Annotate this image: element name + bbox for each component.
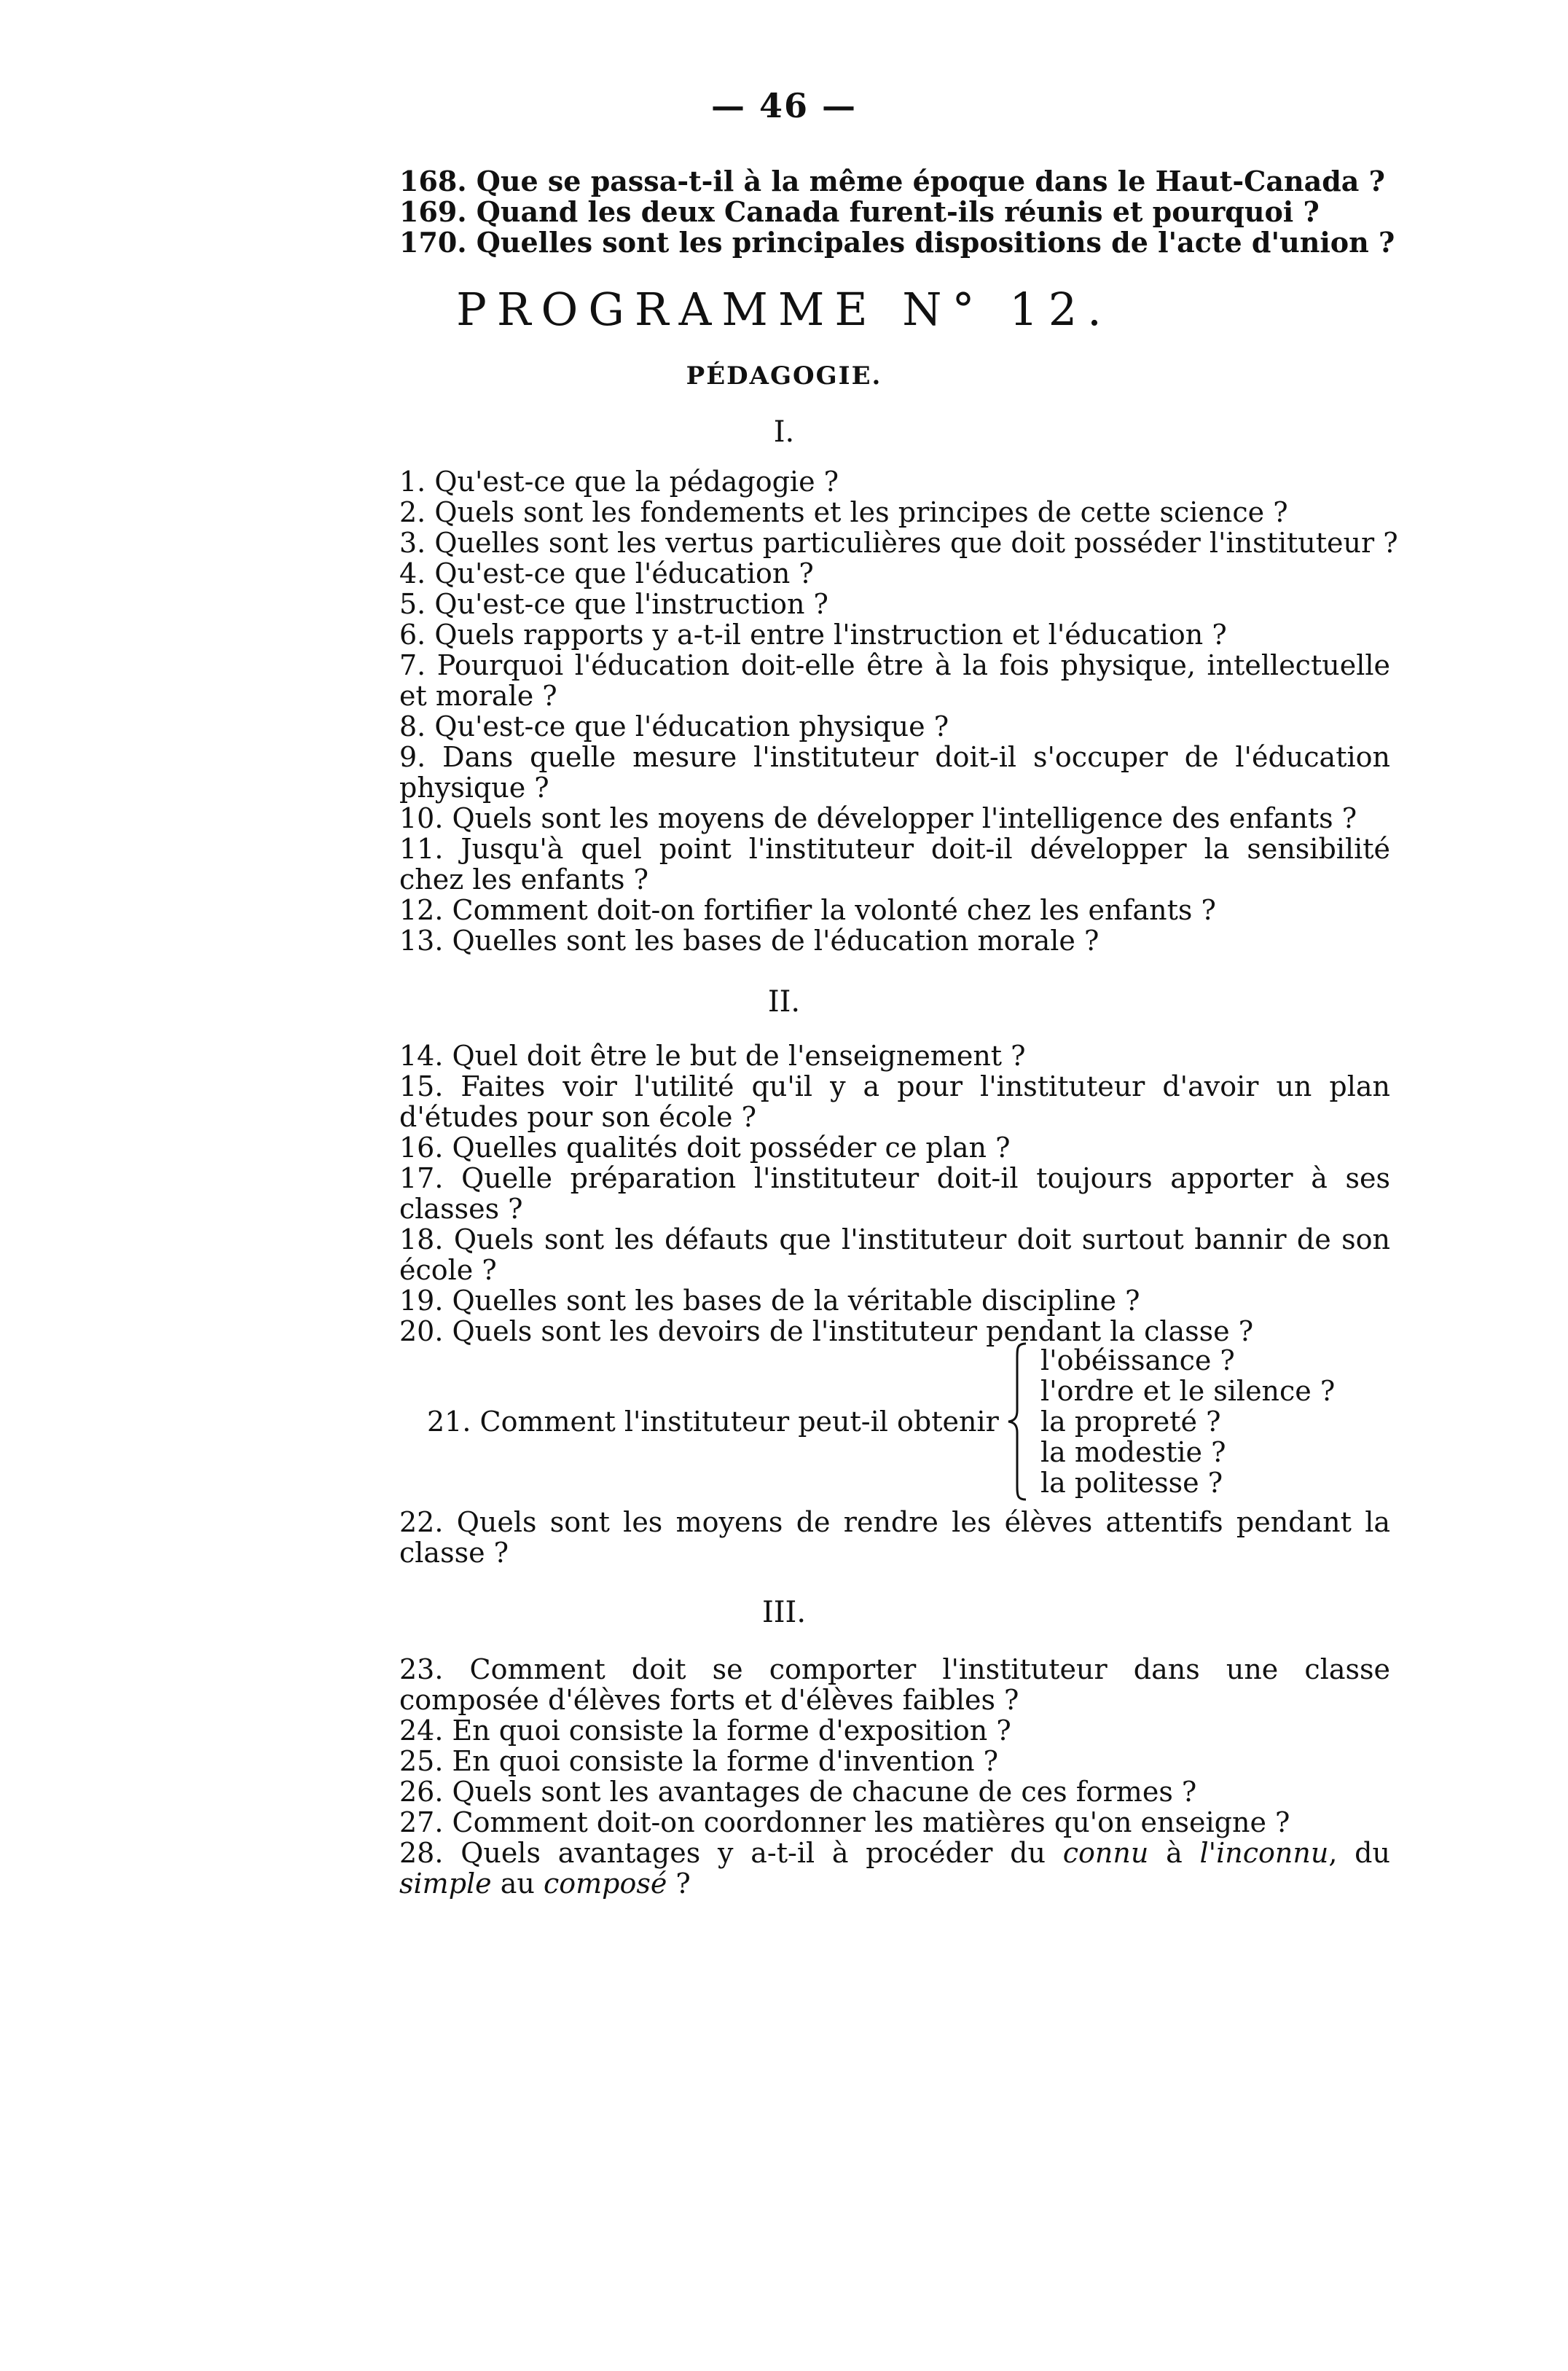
question-28-text-a: 28. Quels avantages y a-t-il à procéder du xyxy=(399,1837,1063,1869)
question-21 xyxy=(399,1345,1390,1498)
question-8: 8. Qu'est-ce que l'éducation physique ? xyxy=(399,710,949,742)
section-title: PÉDAGOGIE. xyxy=(686,361,882,391)
curly-brace-icon xyxy=(1004,1341,1030,1502)
question-11: 11. Jusqu'à quel point l'instituteur doit-il développer la sensibilité chez les enfants ? xyxy=(399,833,1390,896)
question-22: 22. Quels sont les moyens de rendre les élèves attentifs pendant la classe ? xyxy=(399,1506,1390,1569)
question-28-em-simple: simple xyxy=(399,1868,492,1900)
question-9: 9. Dans quelle mesure l'instituteur doit-il s'occuper de l'éducation physique ? xyxy=(399,741,1390,804)
question-7: 7. Pourquoi l'éducation doit-elle être à la fois physique, intellectuelle et morale ? xyxy=(399,649,1390,712)
question-25: 25. En quoi consiste la forme d'invention ? xyxy=(399,1745,998,1777)
question-28-text-b: à xyxy=(1148,1837,1200,1869)
question-19: 19. Quelles sont les bases de la véritable discipline ? xyxy=(399,1285,1140,1317)
question-27: 27. Comment doit-on coordonner les matières qu'on enseigne ? xyxy=(399,1806,1290,1838)
part-1-questions xyxy=(399,466,1398,957)
question-12: 12. Comment doit-on fortifier la volonté chez les enfants ? xyxy=(399,894,1216,926)
option-modestie: la modestie ? xyxy=(1040,1436,1226,1468)
question-170: 170. Quelles sont les principales dispositions de l'acte d'union ? xyxy=(399,226,1395,259)
question-28-text-e: ? xyxy=(667,1868,691,1900)
question-28-em-connu: connu xyxy=(1062,1837,1149,1869)
part-2-questions xyxy=(399,1041,1390,1347)
question-28-text-c: , du xyxy=(1328,1837,1390,1869)
question-16: 16. Quelles qualités doit posséder ce plan ? xyxy=(399,1132,1011,1164)
question-28-em-compose: composé xyxy=(543,1868,667,1900)
question-17: 17. Quelle préparation l'instituteur doit-il toujours apporter à ses classes ? xyxy=(399,1162,1390,1225)
question-3: 3. Quelles sont les vertus particulières que doit posséder l'instituteur ? xyxy=(399,527,1398,559)
question-5: 5. Qu'est-ce que l'instruction ? xyxy=(399,588,828,620)
option-obeissance: l'obéissance ? xyxy=(1040,1344,1235,1376)
question-2: 2. Quels sont les fondements et les principes de cette science ? xyxy=(399,496,1288,528)
question-168: 168. Que se passa-t-il à la même époque dans le Haut-Canada ? xyxy=(399,165,1385,197)
option-politesse: la politesse ? xyxy=(1040,1467,1223,1499)
part-numeral-2: II. xyxy=(767,985,801,1019)
question-26: 26. Quels sont les avantages de chacune de ces formes ? xyxy=(399,1776,1197,1808)
question-13: 13. Quelles sont les bases de l'éducation morale ? xyxy=(399,925,1099,957)
question-14: 14. Quel doit être le but de l'enseignement ? xyxy=(399,1040,1026,1072)
programme-title: PROGRAMME N° 12. xyxy=(456,283,1112,336)
question-28-em-inconnu: l'inconnu xyxy=(1199,1837,1329,1869)
question-22-block xyxy=(399,1507,1390,1568)
question-4: 4. Qu'est-ce que l'éducation ? xyxy=(399,557,814,589)
question-1: 1. Qu'est-ce que la pédagogie ? xyxy=(399,466,839,498)
part-numeral-3: III. xyxy=(761,1596,807,1629)
question-28-text-d: au xyxy=(491,1868,544,1900)
part-3-questions xyxy=(399,1654,1390,1899)
page-number: — 46 — xyxy=(710,86,858,125)
question-28 xyxy=(399,1838,1390,1899)
question-10: 10. Quels sont les moyens de développer l'intelligence des enfants ? xyxy=(399,802,1357,834)
option-ordre-silence: l'ordre et le silence ? xyxy=(1040,1375,1336,1407)
part-numeral-1: I. xyxy=(773,415,795,449)
question-18: 18. Quels sont les défauts que l'instituteur doit surtout bannir de son école ? xyxy=(399,1223,1390,1286)
question-23: 23. Comment doit se comporter l'instituteur dans une classe composée d'élèves forts et d'élèves faibles ? xyxy=(399,1653,1390,1716)
question-24: 24. En quoi consiste la forme d'exposition ? xyxy=(399,1714,1011,1747)
question-6: 6. Quels rapports y a-t-il entre l'instruction et l'éducation ? xyxy=(399,619,1227,651)
question-15: 15. Faites voir l'utilité qu'il y a pour l'instituteur d'avoir un plan d'études pour son école ? xyxy=(399,1070,1390,1133)
top-questions xyxy=(399,165,1395,259)
question-169: 169. Quand les deux Canada furent-ils réunis et pourquoi ? xyxy=(399,195,1320,228)
question-21-label: 21. Comment l'instituteur peut-il obtenir xyxy=(427,1406,999,1438)
question-20: 20. Quels sont les devoirs de l'instituteur pendant la classe ? xyxy=(399,1315,1254,1347)
option-proprete: la propreté ? xyxy=(1040,1406,1221,1438)
question-21-options xyxy=(1040,1345,1335,1498)
